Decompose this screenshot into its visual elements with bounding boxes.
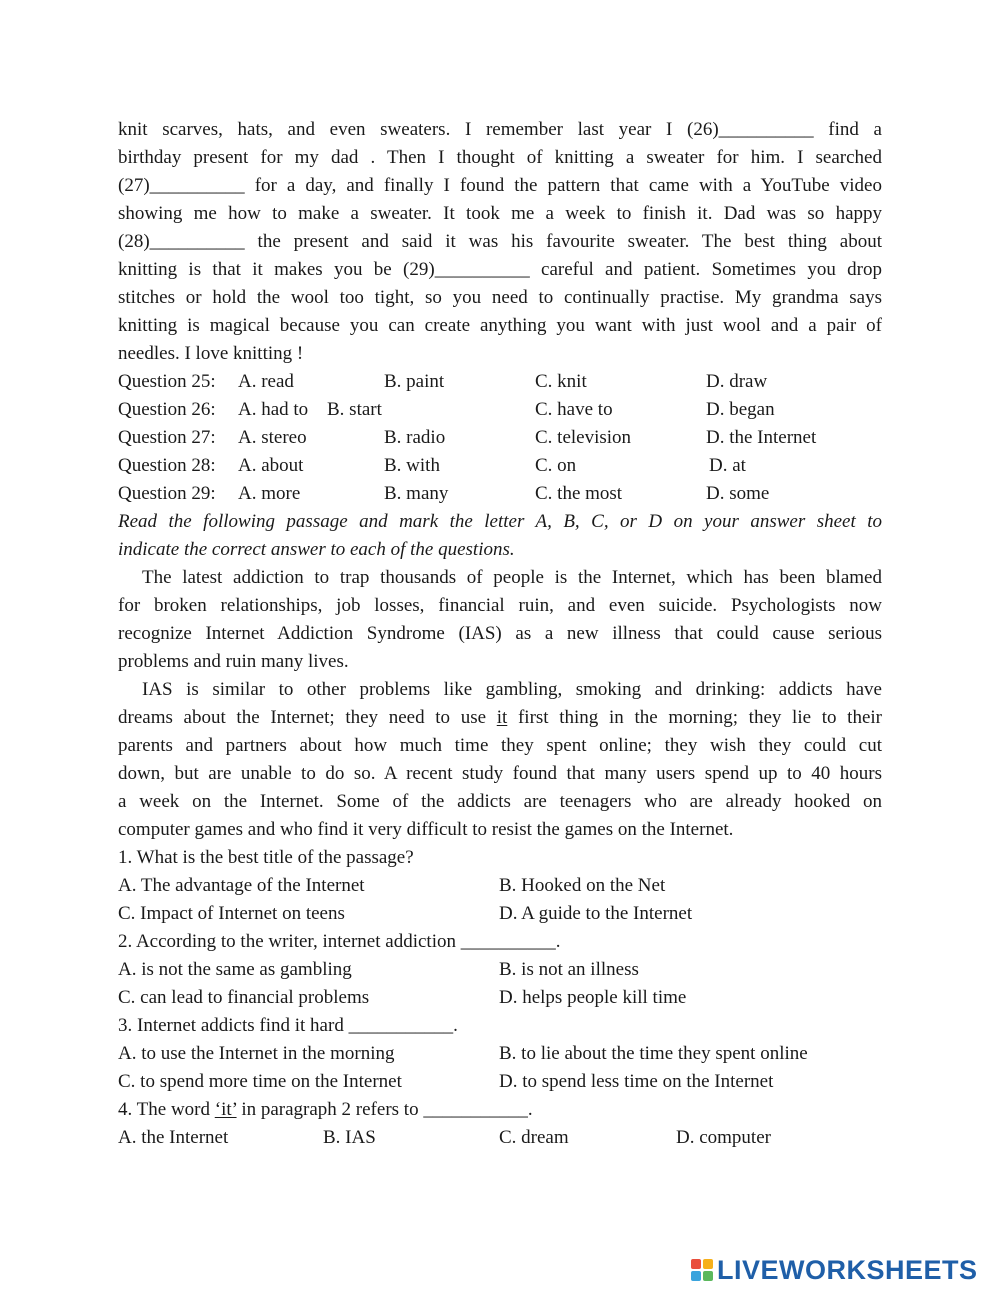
underlined-word: ‘it’ — [214, 1099, 237, 1120]
option-b[interactable]: B. start — [327, 399, 382, 420]
option-d[interactable]: D. the Internet — [706, 427, 817, 448]
logo-square — [703, 1259, 713, 1269]
passage-line: (27)__________ for a day, and finally I found the pattern that came with a YouTube video — [118, 175, 882, 196]
passage-line: birthday present for my dad . Then I thought of knitting a sweater for him. I searched — [118, 147, 882, 168]
question-label: Question 26: — [118, 399, 216, 420]
option-d[interactable]: D. at — [709, 455, 746, 476]
passage-line: computer games and who find it very difficult to resist the games on the Internet. — [118, 819, 734, 840]
question-row-26 — [118, 396, 882, 424]
passage-line: showing me how to make a sweater. It took me a week to finish it. Dad was so happy — [118, 203, 882, 224]
passage-line: down, but are unable to do so. A recent study found that many users spend up to 40 hours — [118, 763, 882, 784]
question-stem-1: 1. What is the best title of the passage? — [118, 847, 414, 868]
option-b[interactable]: B. is not an illness — [499, 959, 639, 980]
question-row-27 — [118, 424, 882, 452]
passage-line — [118, 704, 882, 732]
option-c[interactable]: C. on — [535, 455, 577, 476]
options-row — [118, 984, 882, 1012]
passage-line: a week on the Internet. Some of the addicts are teenagers who are already hooked on — [118, 791, 882, 812]
passage-line: stitches or hold the wool too tight, so you need to continually practise. My grandma says — [118, 287, 882, 308]
text-segment: dreams about the Internet; they need to use — [118, 707, 497, 728]
option-c[interactable]: C. the most — [535, 483, 623, 504]
passage-line: knitting is that it makes you be (29)__________ careful and patient. Sometimes you drop — [118, 259, 882, 280]
question-label: Question 28: — [118, 455, 216, 476]
option-c[interactable]: C. television — [535, 427, 632, 448]
logo-square — [703, 1271, 713, 1281]
worksheet-page — [118, 116, 882, 1152]
option-d[interactable]: D. began — [706, 399, 775, 420]
option-b[interactable]: B. paint — [384, 371, 445, 392]
options-row — [118, 956, 882, 984]
options-row — [118, 1040, 882, 1068]
passage-line: IAS is similar to other problems like gambling, smoking and drinking: addicts have — [142, 679, 882, 700]
option-b[interactable]: B. radio — [384, 427, 446, 448]
option-a[interactable]: A. stereo — [238, 427, 307, 448]
question-row-28 — [118, 452, 882, 480]
underlined-it: it — [496, 707, 508, 728]
option-c[interactable]: C. Impact of Internet on teens — [118, 903, 345, 924]
text-segment: first thing in the morning; they lie to their — [507, 707, 882, 728]
option-d[interactable]: D. to spend less time on the Internet — [499, 1071, 774, 1092]
instruction-line: Read the following passage and mark the letter A, B, C, or D on your answer sheet to — [118, 511, 882, 532]
passage-line: parents and partners about how much time they spent online; they wish they could cut — [118, 735, 882, 756]
logo-square — [691, 1259, 701, 1269]
option-d[interactable]: D. draw — [706, 371, 768, 392]
option-d[interactable]: D. some — [706, 483, 770, 504]
question-label: Question 25: — [118, 371, 216, 392]
option-a[interactable]: A. read — [238, 371, 294, 392]
option-a[interactable]: A. had to — [238, 399, 309, 420]
option-b[interactable]: B. Hooked on the Net — [499, 875, 666, 896]
passage-line: for broken relationships, job losses, financial ruin, and even suicide. Psychologists now — [118, 595, 882, 616]
question-stem-2: 2. According to the writer, internet addiction __________. — [118, 931, 561, 952]
logo-text: LIVEWORKSHEETS — [717, 1254, 978, 1285]
option-d[interactable]: D. A guide to the Internet — [499, 903, 693, 924]
question-row-25 — [118, 368, 882, 396]
option-b[interactable]: B. with — [384, 455, 440, 476]
passage-line: (28)__________ the present and said it was his favourite sweater. The best thing about — [118, 231, 882, 252]
question-stem-3: 3. Internet addicts find it hard ___________. — [118, 1015, 458, 1036]
option-d[interactable]: D. computer — [676, 1127, 771, 1148]
option-a[interactable]: A. more — [238, 483, 301, 504]
option-b[interactable]: B. to lie about the time they spent online — [499, 1043, 808, 1064]
cloze-questions — [118, 368, 882, 508]
option-b[interactable]: B. many — [384, 483, 449, 504]
options-row — [118, 900, 882, 928]
option-c[interactable]: C. can lead to financial problems — [118, 987, 370, 1008]
passage-line: problems and ruin many lives. — [118, 651, 349, 672]
passage-line: needles. I love knitting ! — [118, 343, 304, 364]
option-c[interactable]: C. knit — [535, 371, 587, 392]
option-c[interactable]: C. dream — [499, 1127, 569, 1148]
question-label: Question 27: — [118, 427, 216, 448]
question-stem-4 — [118, 1096, 882, 1124]
logo-mark-icon — [691, 1259, 713, 1281]
text-segment: 4. The word — [118, 1099, 215, 1120]
passage-line: recognize Internet Addiction Syndrome (IAS) as a new illness that could cause serious — [118, 623, 882, 644]
reading-questions — [118, 844, 882, 1152]
options-row — [118, 1068, 882, 1096]
option-a[interactable]: A. to use the Internet in the morning — [118, 1043, 395, 1064]
option-a[interactable]: A. The advantage of the Internet — [118, 875, 365, 896]
passage-line: The latest addiction to trap thousands of people is the Internet, which has been blamed — [142, 567, 882, 588]
instruction — [118, 508, 882, 564]
option-d[interactable]: D. helps people kill time — [499, 987, 687, 1008]
instruction-line: indicate the correct answer to each of the questions. — [118, 539, 515, 560]
question-label: Question 29: — [118, 483, 216, 504]
option-a[interactable]: A. about — [238, 455, 304, 476]
option-c[interactable]: C. have to — [535, 399, 613, 420]
options-row — [118, 1124, 882, 1152]
option-a[interactable]: A. the Internet — [118, 1127, 229, 1148]
passage-line: knitting is magical because you can create anything you want with just wool and a pair of — [118, 315, 882, 336]
question-row-29 — [118, 480, 882, 508]
passage-line: knit scarves, hats, and even sweaters. I remember last year I (26)__________ find a — [118, 119, 882, 140]
cloze-passage — [118, 116, 882, 368]
text-segment: in paragraph 2 refers to ___________. — [236, 1099, 533, 1120]
reading-passage — [118, 564, 882, 844]
liveworksheets-logo — [691, 1256, 978, 1284]
option-a[interactable]: A. is not the same as gambling — [118, 959, 352, 980]
option-b[interactable]: B. IAS — [323, 1127, 376, 1148]
option-c[interactable]: C. to spend more time on the Internet — [118, 1071, 402, 1092]
logo-square — [691, 1271, 701, 1281]
options-row — [118, 872, 882, 900]
